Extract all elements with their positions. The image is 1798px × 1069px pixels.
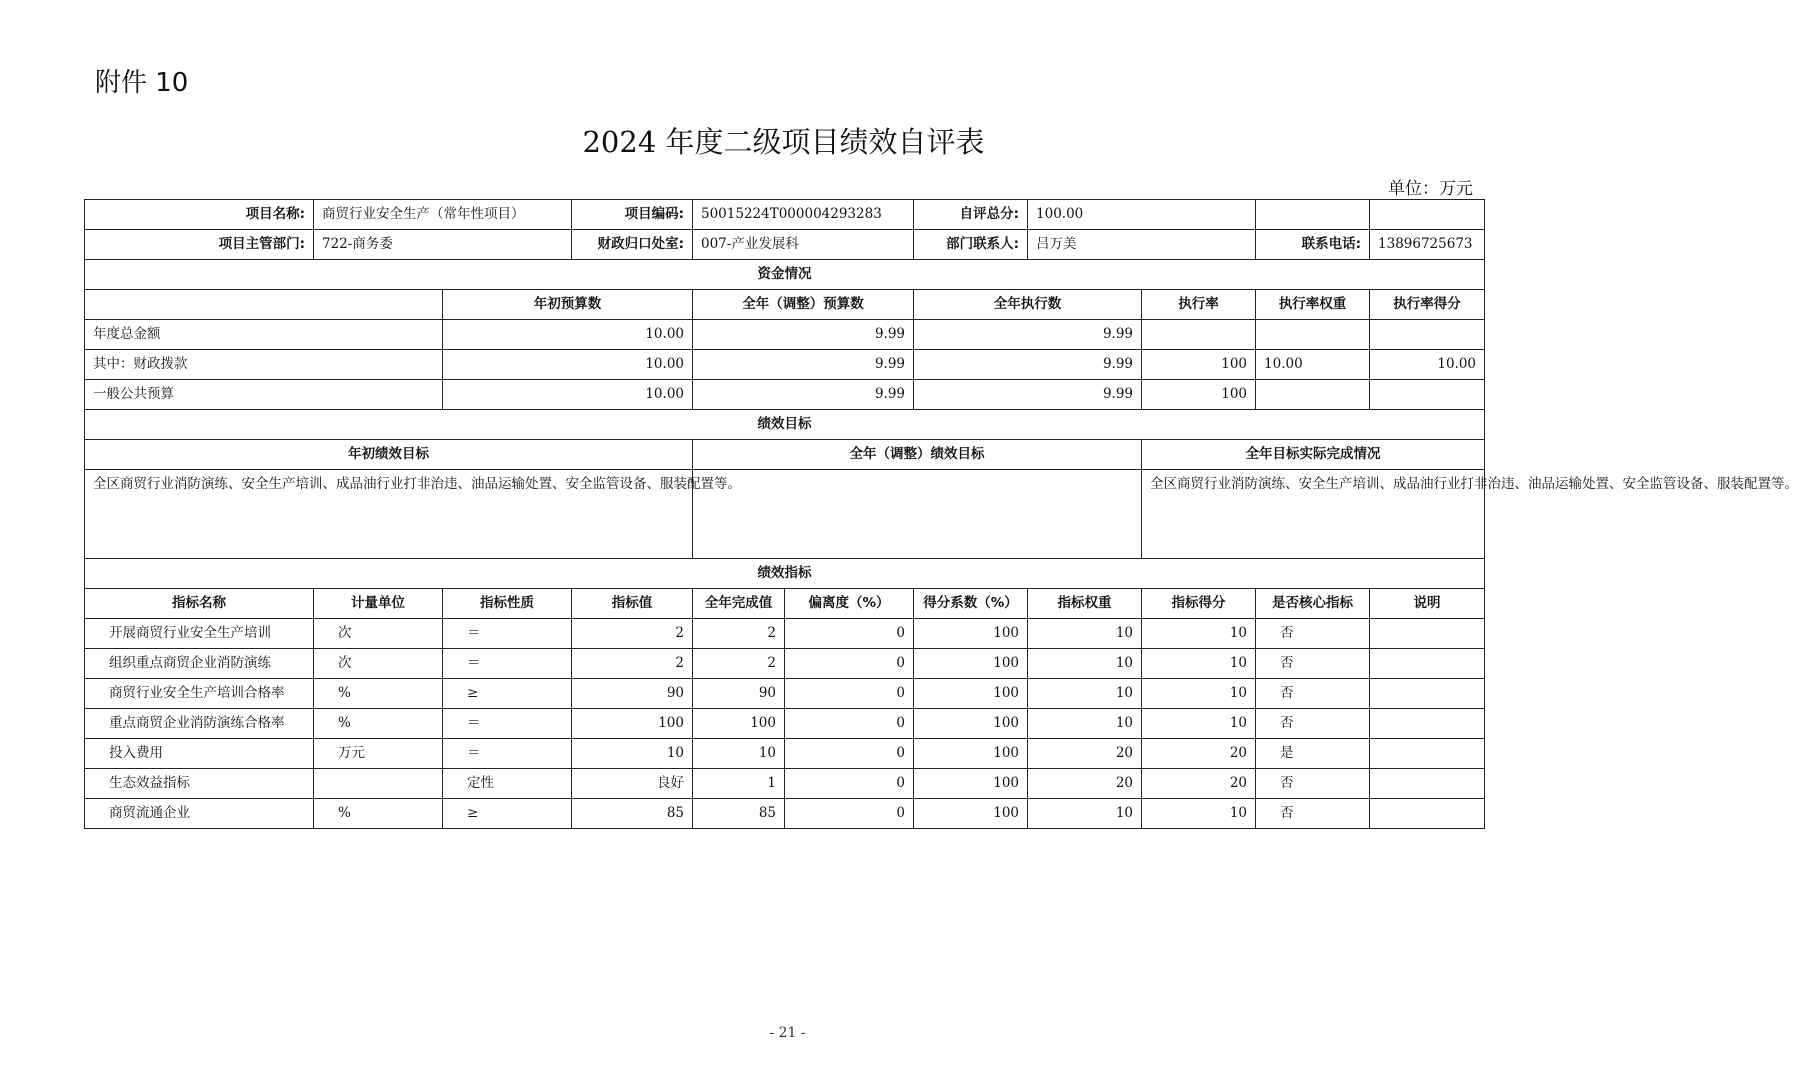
ind-deviation: 0 (785, 679, 914, 709)
ind-name: 商贸行业安全生产培训合格率 (85, 679, 314, 709)
ind-coef: 100 (914, 799, 1028, 829)
funds-row-name: 其中：财政拨款 (85, 350, 443, 380)
funds-row-rate (1142, 320, 1256, 350)
goals-section-title: 绩效目标 (85, 410, 1485, 440)
ind-actual: 2 (693, 649, 785, 679)
ind-core: 是 (1256, 739, 1370, 769)
funds-row-adjusted: 9.99 (693, 320, 914, 350)
funds-row-score: 10.00 (1370, 350, 1485, 380)
performance-table (84, 199, 1798, 829)
empty-cell (1370, 200, 1485, 230)
total-score-label: 自评总分: (914, 200, 1028, 230)
funds-row (85, 320, 1485, 350)
ind-header-core: 是否核心指标 (1256, 589, 1370, 619)
funds-row-executed: 9.99 (914, 350, 1142, 380)
ind-score: 20 (1142, 739, 1256, 769)
ind-target: 10 (572, 739, 693, 769)
indicators-section-title: 绩效指标 (85, 559, 1485, 589)
ind-weight: 10 (1028, 799, 1142, 829)
ind-unit (314, 769, 443, 799)
ind-unit: 次 (314, 649, 443, 679)
ind-score: 10 (1142, 619, 1256, 649)
ind-header-target: 指标值 (572, 589, 693, 619)
ind-coef: 100 (914, 679, 1028, 709)
finance-value: 007-产业发展科 (693, 230, 914, 260)
funds-row-name: 年度总金额 (85, 320, 443, 350)
contact-value: 吕万美 (1028, 230, 1256, 260)
funds-row-initial: 10.00 (443, 320, 693, 350)
ind-header-unit: 计量单位 (314, 589, 443, 619)
ind-note (1370, 739, 1485, 769)
funds-header-executed: 全年执行数 (914, 290, 1142, 320)
ind-core: 否 (1256, 799, 1370, 829)
ind-target: 2 (572, 619, 693, 649)
ind-header-deviation: 偏离度（%） (785, 589, 914, 619)
ind-actual: 2 (693, 619, 785, 649)
ind-name: 商贸流通企业 (85, 799, 314, 829)
funds-row-weight (1256, 380, 1370, 410)
indicator-row (85, 679, 1485, 709)
indicator-row (85, 649, 1485, 679)
page-title: 2024 年度二级项目绩效自评表 (582, 125, 985, 159)
ind-note (1370, 679, 1485, 709)
funds-row-executed: 9.99 (914, 380, 1142, 410)
phone-label: 联系电话: (1256, 230, 1370, 260)
funds-row-initial: 10.00 (443, 380, 693, 410)
ind-target: 100 (572, 709, 693, 739)
ind-weight: 10 (1028, 619, 1142, 649)
ind-header-note: 说明 (1370, 589, 1485, 619)
ind-name: 组织重点商贸企业消防演练 (85, 649, 314, 679)
ind-actual: 1 (693, 769, 785, 799)
ind-unit: 次 (314, 619, 443, 649)
ind-unit: 万元 (314, 739, 443, 769)
indicator-row (85, 619, 1485, 649)
indicators-header-row (85, 589, 1485, 619)
ind-core: 否 (1256, 679, 1370, 709)
indicator-row (85, 769, 1485, 799)
ind-header-actual: 全年完成值 (693, 589, 785, 619)
ind-actual: 90 (693, 679, 785, 709)
funds-header-row (85, 290, 1485, 320)
total-score-value: 100.00 (1028, 200, 1256, 230)
funds-header-score: 执行率得分 (1370, 290, 1485, 320)
goals-content-row (85, 470, 1485, 559)
funds-row-adjusted: 9.99 (693, 380, 914, 410)
ind-unit: % (314, 799, 443, 829)
funds-row-initial: 10.00 (443, 350, 693, 380)
ind-actual: 85 (693, 799, 785, 829)
empty-cell (1256, 200, 1370, 230)
indicator-row (85, 739, 1485, 769)
ind-core: 否 (1256, 769, 1370, 799)
ind-score: 10 (1142, 799, 1256, 829)
ind-target: 90 (572, 679, 693, 709)
ind-coef: 100 (914, 739, 1028, 769)
ind-nature: 定性 (443, 769, 572, 799)
ind-nature: ＝ (443, 649, 572, 679)
contact-label: 部门联系人: (914, 230, 1028, 260)
ind-name: 生态效益指标 (85, 769, 314, 799)
project-code-value: 50015224T000004293283 (693, 200, 914, 230)
phone-value: 13896725673 (1370, 230, 1485, 260)
ind-coef: 100 (914, 649, 1028, 679)
project-code-label: 项目编码: (572, 200, 693, 230)
funds-row-adjusted: 9.99 (693, 350, 914, 380)
ind-coef: 100 (914, 709, 1028, 739)
funds-header-initial: 年初预算数 (443, 290, 693, 320)
ind-name: 重点商贸企业消防演练合格率 (85, 709, 314, 739)
ind-score: 20 (1142, 769, 1256, 799)
funds-header-rate: 执行率 (1142, 290, 1256, 320)
ind-weight: 10 (1028, 679, 1142, 709)
funds-row (85, 380, 1485, 410)
goals-section-row (85, 410, 1485, 440)
dept-value: 722-商务委 (314, 230, 572, 260)
ind-nature: ＝ (443, 739, 572, 769)
funds-row (85, 350, 1485, 380)
funds-row-executed: 9.99 (914, 320, 1142, 350)
ind-deviation: 0 (785, 769, 914, 799)
funds-row-rate: 100 (1142, 380, 1256, 410)
indicator-row (85, 709, 1485, 739)
indicators-section-row (85, 559, 1485, 589)
page-number: - 21 - (769, 1025, 806, 1041)
ind-nature: ＝ (443, 709, 572, 739)
funds-row-rate: 100 (1142, 350, 1256, 380)
ind-deviation: 0 (785, 619, 914, 649)
ind-note (1370, 649, 1485, 679)
ind-nature: ＝ (443, 619, 572, 649)
ind-weight: 20 (1028, 739, 1142, 769)
goals-actual-header: 全年目标实际完成情况 (1142, 440, 1485, 470)
ind-note (1370, 709, 1485, 739)
ind-nature: ≥ (443, 679, 572, 709)
ind-note (1370, 799, 1485, 829)
goals-adjusted-text (693, 470, 1142, 559)
goals-header-row (85, 440, 1485, 470)
funds-row-score (1370, 320, 1485, 350)
ind-name: 开展商贸行业安全生产培训 (85, 619, 314, 649)
ind-target: 2 (572, 649, 693, 679)
ind-name: 投入费用 (85, 739, 314, 769)
ind-score: 10 (1142, 649, 1256, 679)
ind-score: 10 (1142, 709, 1256, 739)
funds-section-row (85, 260, 1485, 290)
funds-header-adjusted: 全年（调整）预算数 (693, 290, 914, 320)
ind-header-nature: 指标性质 (443, 589, 572, 619)
indicator-row (85, 799, 1485, 829)
unit-label: 单位：万元 (1388, 179, 1473, 199)
funds-row-weight: 10.00 (1256, 350, 1370, 380)
ind-core: 否 (1256, 649, 1370, 679)
ind-unit: % (314, 679, 443, 709)
ind-header-coef: 得分系数（%） (914, 589, 1028, 619)
ind-deviation: 0 (785, 709, 914, 739)
ind-score: 10 (1142, 679, 1256, 709)
ind-header-score: 指标得分 (1142, 589, 1256, 619)
ind-actual: 100 (693, 709, 785, 739)
ind-weight: 20 (1028, 769, 1142, 799)
funds-row-score (1370, 380, 1485, 410)
funds-row-weight (1256, 320, 1370, 350)
ind-actual: 10 (693, 739, 785, 769)
goals-actual-text: 全区商贸行业消防演练、安全生产培训、成品油行业打非治违、油品运输处置、安全监管设备、服装配置等。 (1142, 470, 1485, 559)
ind-note (1370, 619, 1485, 649)
ind-deviation: 0 (785, 739, 914, 769)
ind-header-weight: 指标权重 (1028, 589, 1142, 619)
ind-coef: 100 (914, 619, 1028, 649)
finance-label: 财政归口处室: (572, 230, 693, 260)
goals-initial-text: 全区商贸行业消防演练、安全生产培训、成品油行业打非治违、油品运输处置、安全监管设备、服装配置等。 (85, 470, 693, 559)
ind-weight: 10 (1028, 709, 1142, 739)
ind-nature: ≥ (443, 799, 572, 829)
ind-target: 良好 (572, 769, 693, 799)
ind-target: 85 (572, 799, 693, 829)
ind-header-name: 指标名称 (85, 589, 314, 619)
ind-core: 否 (1256, 709, 1370, 739)
funds-row-name: 一般公共预算 (85, 380, 443, 410)
ind-weight: 10 (1028, 649, 1142, 679)
ind-deviation: 0 (785, 649, 914, 679)
ind-coef: 100 (914, 769, 1028, 799)
info-row-2 (85, 230, 1485, 260)
ind-core: 否 (1256, 619, 1370, 649)
funds-header-weight: 执行率权重 (1256, 290, 1370, 320)
project-name-value: 商贸行业安全生产（常年性项目） (314, 200, 572, 230)
ind-deviation: 0 (785, 799, 914, 829)
empty-cell (85, 290, 443, 320)
goals-initial-header: 年初绩效目标 (85, 440, 693, 470)
project-name-label: 项目名称: (85, 200, 314, 230)
goals-adjusted-header: 全年（调整）绩效目标 (693, 440, 1142, 470)
ind-unit: % (314, 709, 443, 739)
attachment-label: 附件 10 (95, 68, 189, 98)
dept-label: 项目主管部门: (85, 230, 314, 260)
funds-section-title: 资金情况 (85, 260, 1485, 290)
ind-note (1370, 769, 1485, 799)
info-row-1 (85, 200, 1485, 230)
